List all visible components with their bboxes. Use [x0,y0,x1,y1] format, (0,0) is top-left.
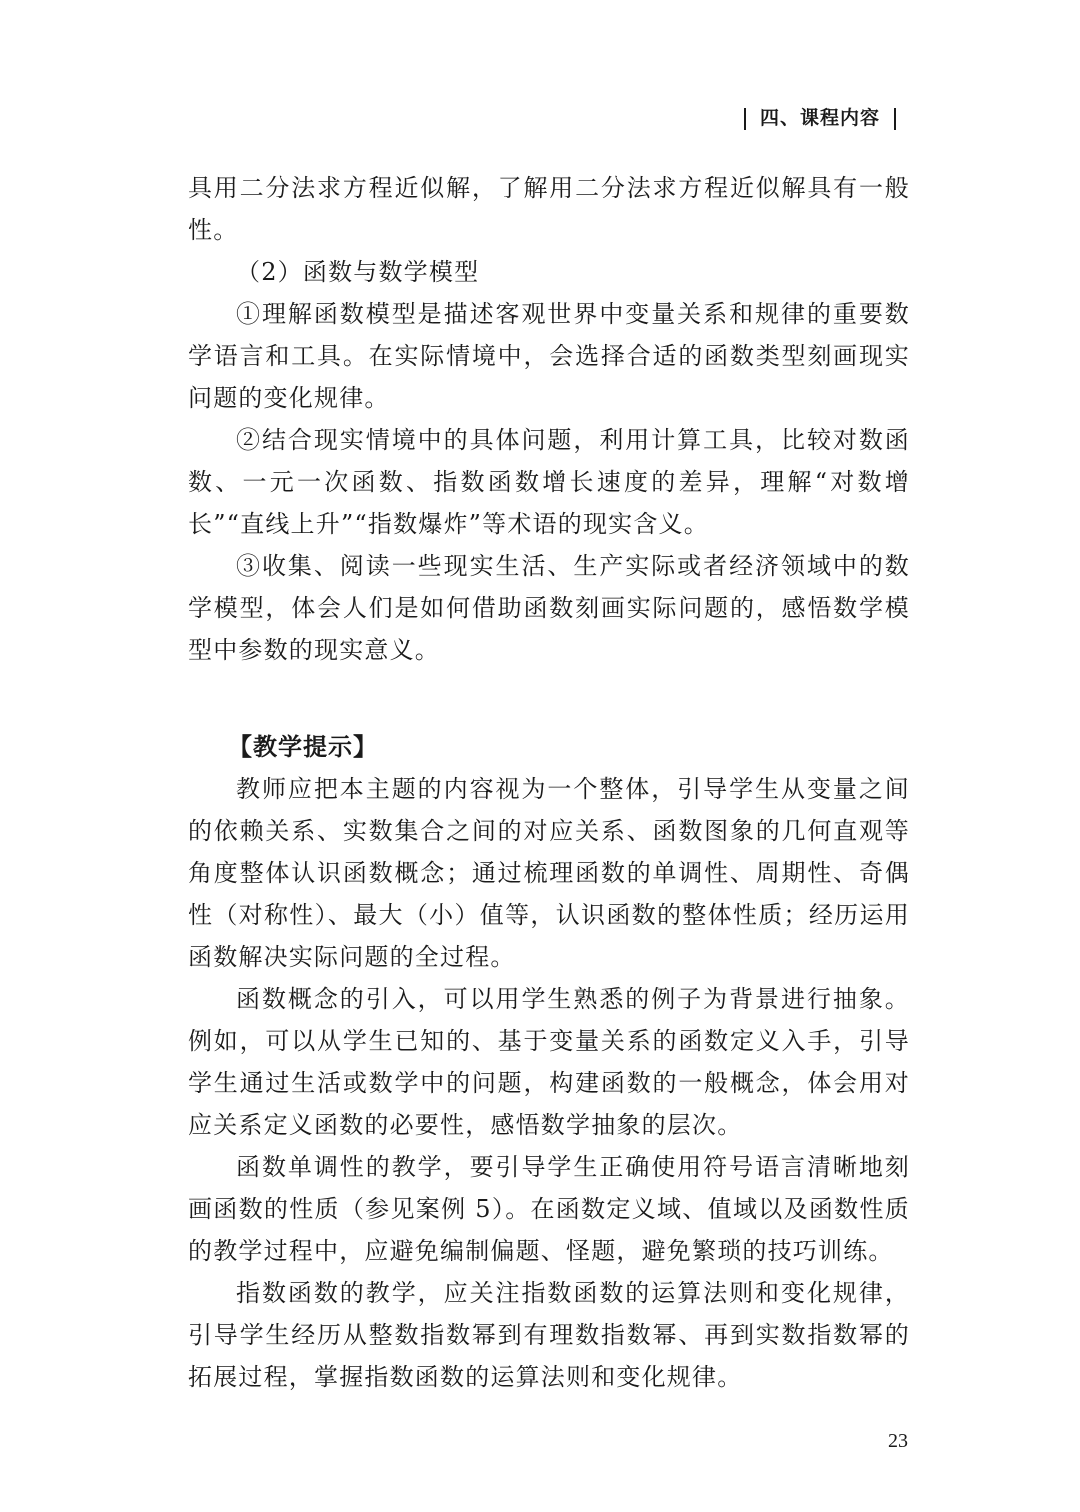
teaching-paragraph-2: 函数概念的引入，可以用学生熟悉的例子为背景进行抽象。例如，可以从学生已知的、基于变量关系的函数定义入手，引导学生通过生活或数学中的问题，构建函数的一般概念，体会用对应关系定义函数的必要性，感悟数学抽象的层次。 [188,985,910,1139]
list-item-1: ①理解函数模型是描述客观世界中变量关系和规律的重要数学语言和工具。在实际情境中，会选择合适的函数类型刻画现实问题的变化规律。 [188,300,910,412]
teaching-paragraph-1: 教师应把本主题的内容视为一个整体，引导学生从变量之间的依赖关系、实数集合之间的对应关系、函数图象的几何直观等角度整体认识函数概念；通过梳理函数的单调性、周期性、奇偶性（对称性）、最大（小）值等，认识函数的整体性质；经历运用函数解决实际问题的全过程。 [188,775,910,971]
section-spacer [188,671,910,726]
list-item-3: ③收集、阅读一些现实生活、生产实际或者经济领域中的数学模型，体会人们是如何借助函数刻画实际问题的，感悟数学模型中参数的现实意义。 [188,552,910,664]
page-body [188,167,910,1398]
header-section-title: 四、课程内容 [759,107,880,129]
teaching-tips-title: 【教学提示】 [228,733,378,761]
teaching-paragraph-3: 函数单调性的教学，要引导学生正确使用符号语言清晰地刻画函数的性质（参见案例 5）。在函数定义域、值域以及函数性质的教学过程中，应避免编制偏题、怪题，避免繁琐的技巧训练。 [188,1153,910,1265]
header-left-bar [744,108,746,130]
paragraph-continuation: 具用二分法求方程近似解，了解用二分法求方程近似解具有一般性。 [188,174,910,244]
page-number: 23 [888,1430,908,1452]
list-item-2: ②结合现实情境中的具体问题，利用计算工具，比较对数函数、一元一次函数、指数函数增长速度的差异，理解“对数增长”“直线上升”“指数爆炸”等术语的现实含义。 [188,426,910,538]
header-right-bar [894,108,896,130]
running-header [730,103,910,130]
teaching-paragraph-4: 指数函数的教学，应关注指数函数的运算法则和变化规律，引导学生经历从整数指数幂到有理数指数幂、再到实数指数幂的拓展过程，掌握指数函数的运算法则和变化规律。 [188,1279,910,1391]
subsection-heading: （2）函数与数学模型 [236,258,480,286]
